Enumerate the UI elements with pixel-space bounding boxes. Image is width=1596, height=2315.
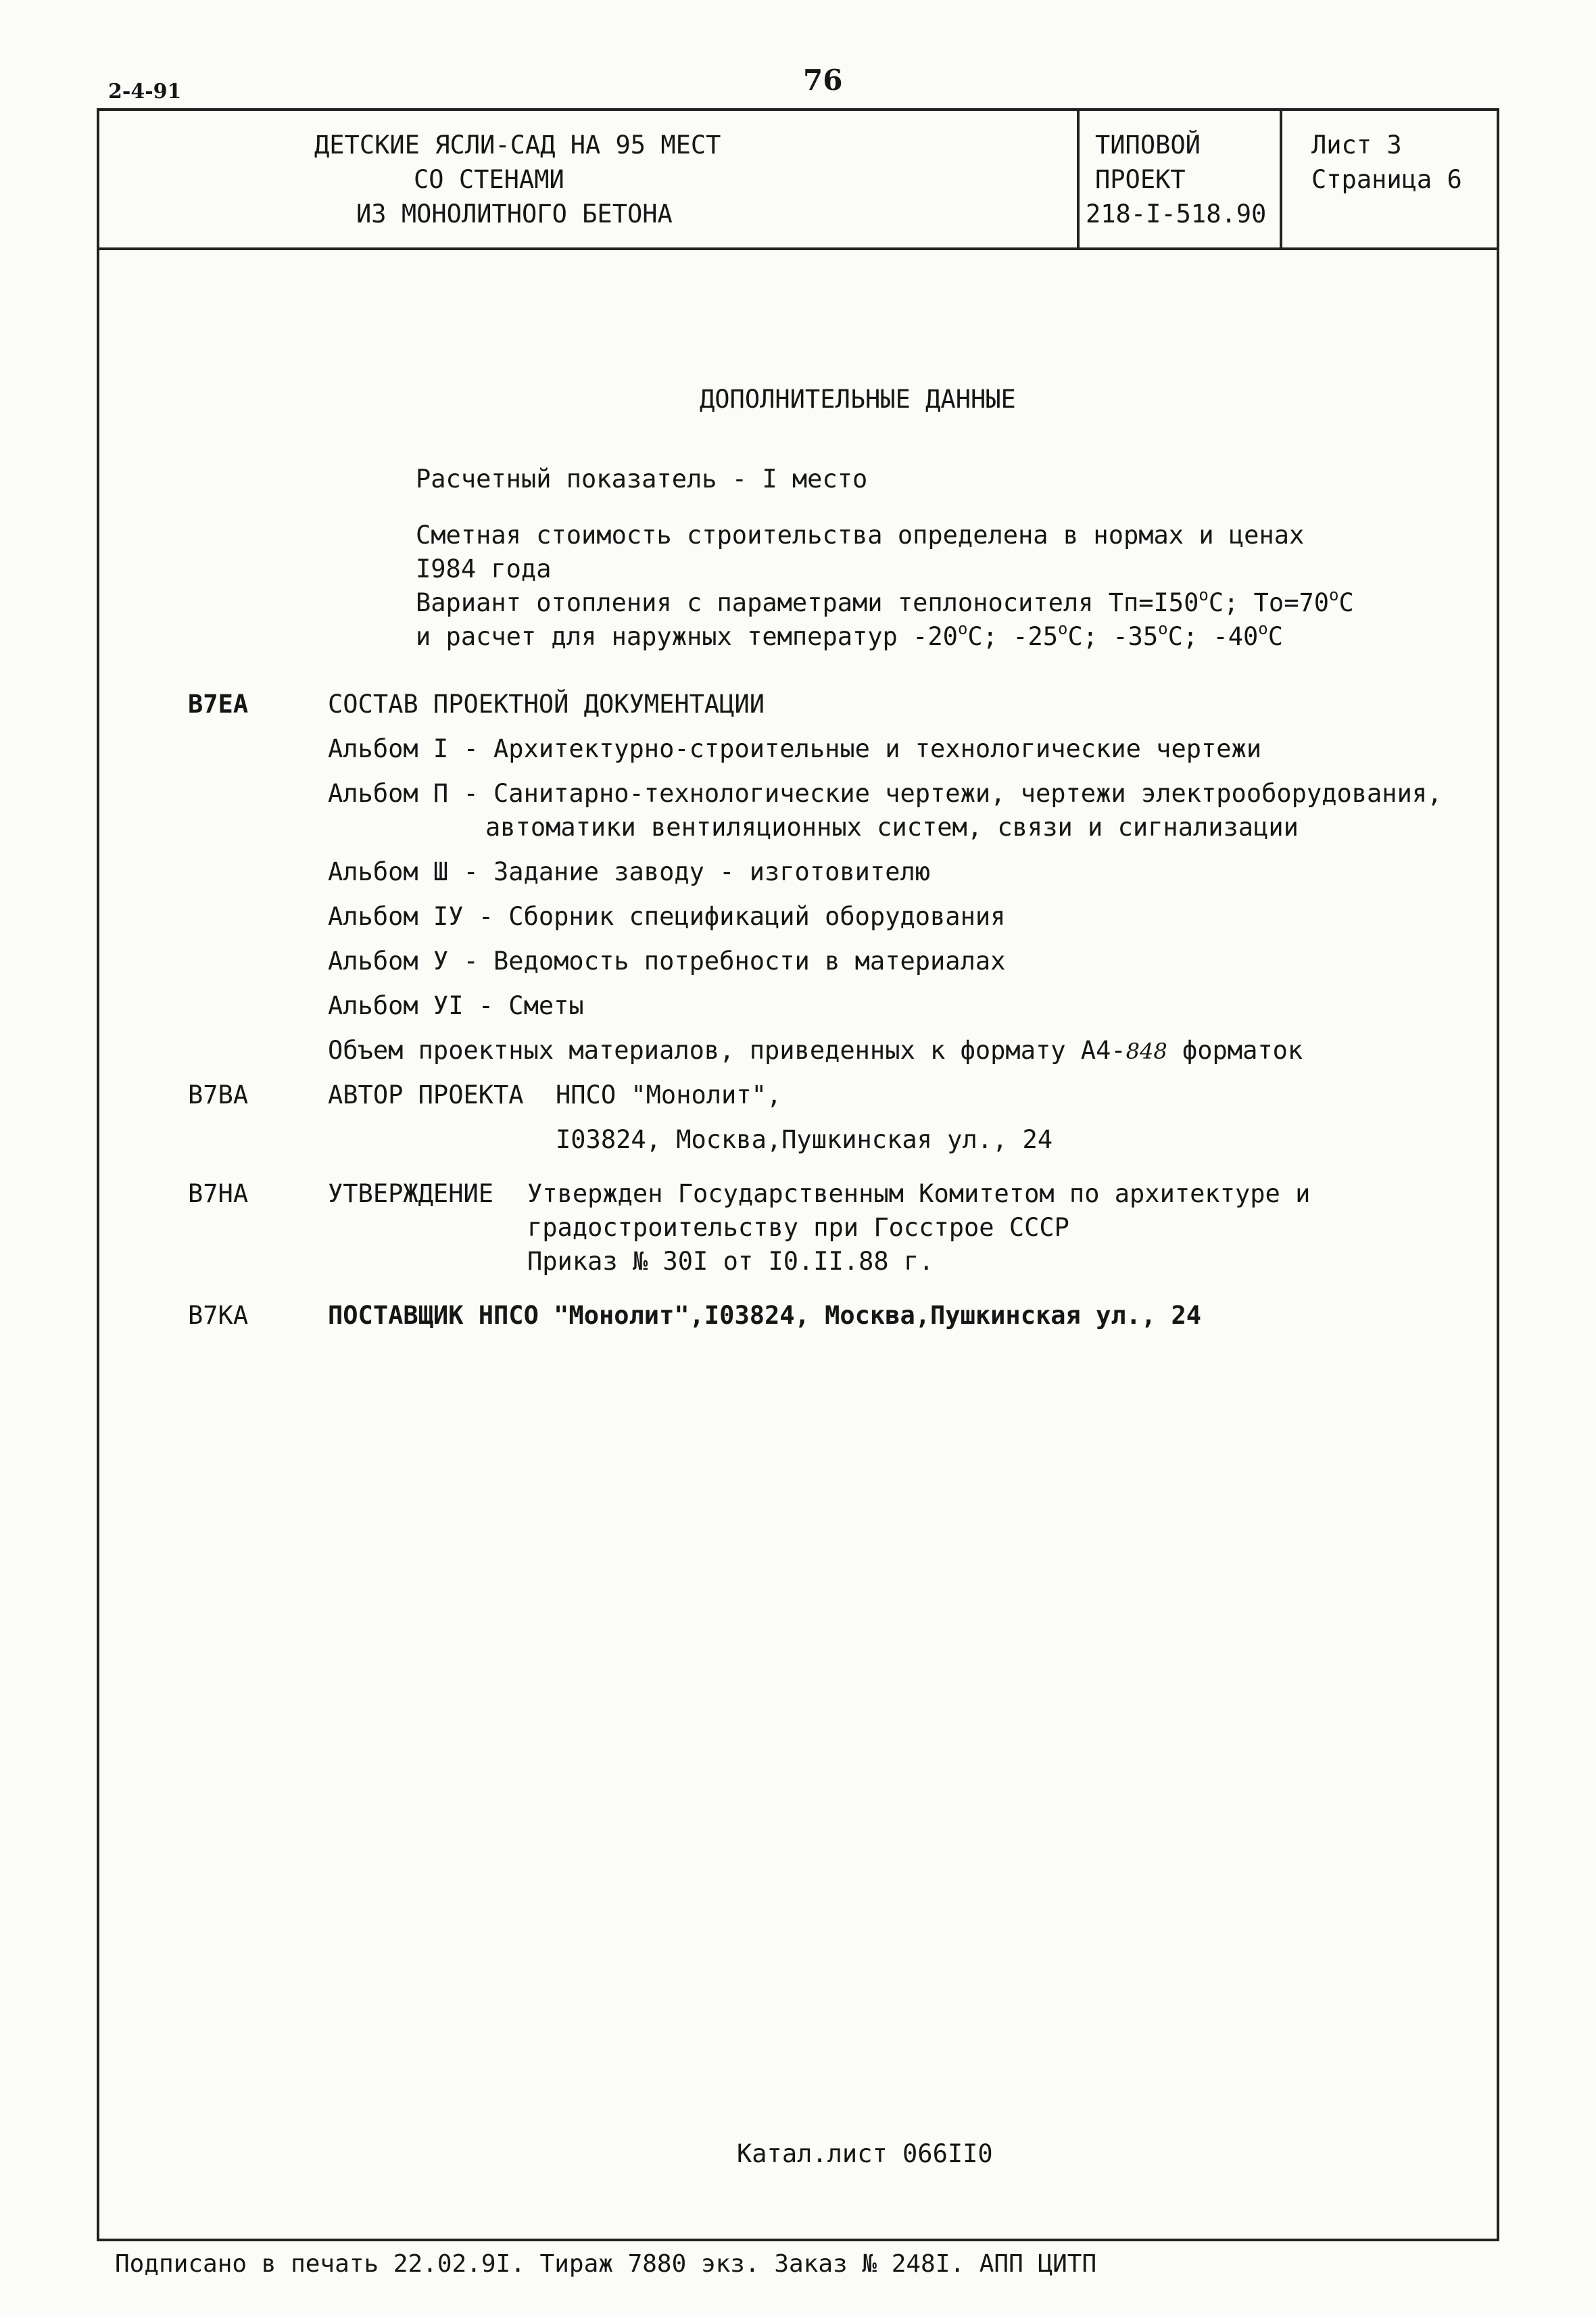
stamp-sheet: Лист 3	[1311, 130, 1402, 160]
stamp-title-line: ИЗ МОНОЛИТНОГО БЕТОНА	[356, 199, 673, 229]
album-item: Альбом IУ - Сборник спецификаций оборудования	[328, 902, 1006, 931]
approval-order: Приказ № 30I от I0.II.88 г.	[527, 1247, 934, 1276]
heating-line: Вариант отопления с параметрами теплоносителя $Тп=I50^оС$; $То=70^оС$	[416, 586, 1354, 617]
section-heading: ДОПОЛНИТЕЛЬНЫЕ ДАННЫЕ	[700, 385, 1016, 414]
stamp-page: Страница 6	[1311, 165, 1462, 194]
margin-code: 2-4-91	[108, 80, 182, 103]
album-item-continued: автоматики вентиляционных систем, связи и сигнализации	[485, 813, 1299, 842]
approval-code: В7НА	[188, 1179, 249, 1208]
page-frame	[97, 108, 1499, 2241]
album-item: Альбом I - Архитектурно-строительные и технологические чертежи	[328, 734, 1262, 763]
author-address: I03824, Москва,Пушкинская ул., 24	[556, 1125, 1053, 1154]
author-label: АВТОР ПРОЕКТА	[328, 1080, 524, 1109]
author-org: НПСО "Монолит",	[556, 1080, 782, 1109]
album-item: Альбом УI - Сметы	[328, 991, 584, 1020]
supplier-code: В7КА	[188, 1301, 249, 1330]
stamp-divider-1	[1077, 108, 1080, 249]
page-number: 76	[803, 64, 843, 97]
stamp-project-line: ПРОЕКТ	[1095, 165, 1186, 194]
album-item: Альбом П - Санитарно-технологические чертежи, чертежи электрооборудования,	[328, 779, 1443, 808]
composition-code: В7ЕА	[188, 690, 249, 719]
stamp-title-line: ДЕТСКИЕ ЯСЛИ-САД НА 95 МЕСТ	[314, 130, 721, 160]
approval-line-1: Утвержден Государственным Комитетом по архитектуре и	[527, 1179, 1311, 1208]
temperatures-line: и расчет для наружных температур $-20^оС$; $-25^оС$; $-35^оС$; $-40^оС$	[416, 619, 1283, 651]
author-code: В7ВА	[188, 1080, 249, 1109]
stamp-title-line: СО СТЕНАМИ	[414, 165, 564, 194]
approval-line-2: градостроительству при Госстрое СССР	[527, 1213, 1069, 1242]
supplier-text: ПОСТАВЩИК НПСО "Монолит",I03824, Москва,Пушкинская ул., 24	[328, 1301, 1202, 1330]
handwritten-count: 848	[1126, 1039, 1167, 1064]
album-item: Альбом У - Ведомость потребности в материалах	[328, 947, 1006, 976]
imprint: Подписано в печать 22.02.9I. Тираж 7880 экз. Заказ № 248I. АПП ЦИТП	[115, 2250, 1097, 2278]
approval-label: УТВЕРЖДЕНИЕ	[328, 1179, 494, 1208]
calc-indicator: Расчетный показатель - I место	[416, 464, 868, 494]
composition-heading: СОСТАВ ПРОЕКТНОЙ ДОКУМЕНТАЦИИ	[328, 690, 765, 719]
cost-line-2: I984 года	[416, 554, 552, 583]
volume-line: Объем проектных материалов, приведенных к формату А4-848 форматок	[328, 1036, 1303, 1065]
album-item: Альбом Ш - Задание заводу - изготовителю	[328, 857, 931, 886]
stamp-divider-2	[1280, 108, 1282, 249]
stamp-bottom-rule	[97, 247, 1499, 250]
cost-line-1: Сметная стоимость строительства определена в нормах и ценах	[416, 521, 1305, 550]
stamp-project-line: ТИПОВОЙ	[1095, 130, 1201, 160]
stamp-project-code: 218-I-518.90	[1086, 199, 1267, 229]
catalog-sheet: Катал.лист 066II0	[737, 2139, 993, 2168]
